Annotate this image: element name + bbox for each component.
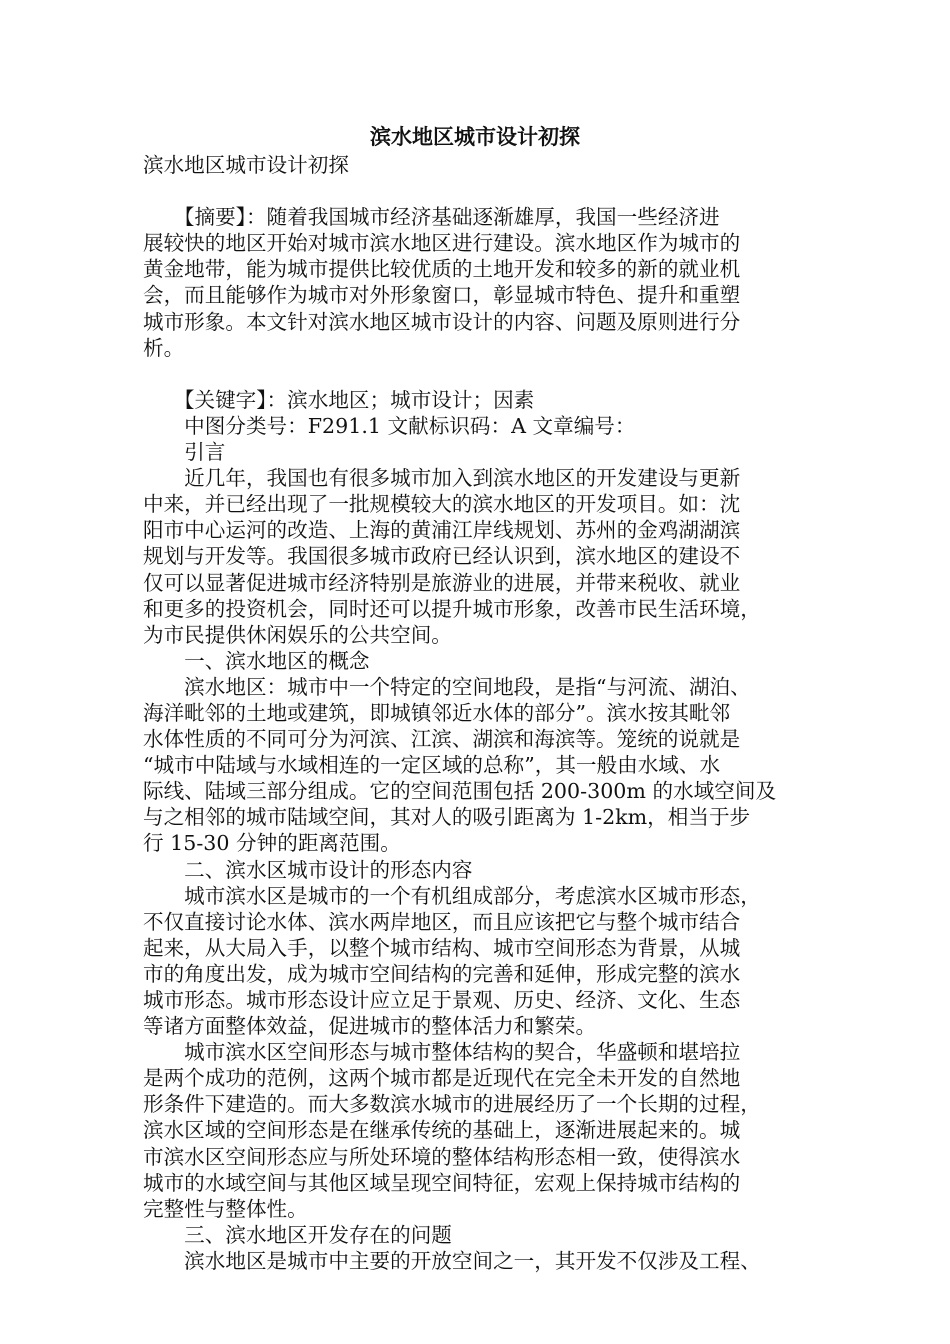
text-line: 城市形态。城市形态设计应立足于景观、历史、经济、文化、生态: [143, 988, 741, 1012]
text-line: 析。: [143, 335, 185, 360]
text-line: 城市滨水区空间形态与城市整体结构的契合，华盛顿和堪培拉: [143, 1040, 741, 1065]
text-line: 城市的水域空间与其他区域呈现空间特征，宏观上保持城市结构的: [143, 1170, 741, 1195]
text-line: 完整性与整体性。: [143, 1196, 308, 1221]
text-line: 会，而且能够作为城市对外形象窗口，彰显城市特色、提升和重塑: [143, 283, 741, 308]
text-line: 黄金地带，能为城市提供比较优质的土地开发和较多的新的就业机: [143, 257, 741, 282]
text-line: 【关键字】：滨水地区；城市设计；因素: [143, 387, 535, 412]
blank-line: [143, 178, 809, 204]
text-line: 【摘要】：随着我国城市经济基础逐渐雄厚，我国一些经济进: [143, 205, 720, 230]
text-line: 滨水地区：城市中一个特定的空间地段，是指“与河流、湖泊、: [143, 674, 751, 699]
text-line: 规划与开发等。我国很多城市政府已经认识到，滨水地区的建设不: [143, 544, 741, 569]
text-line: 际线、陆域三部分组成。它的空间范围包括 200-300m 的水域空间及: [143, 779, 777, 804]
text-line: 二、滨水区城市设计的形态内容: [143, 857, 473, 882]
text-line: 中图分类号：F291.1 文献标识码：A 文章编号：: [143, 413, 636, 438]
text-line: 滨水地区城市设计初探: [143, 153, 349, 177]
blank-line: [143, 361, 809, 387]
text-line: 城市滨水区是城市的一个有机组成部分，考虑滨水区城市形态，: [143, 883, 761, 908]
text-line: 为市民提供休闲娱乐的公共空间。: [143, 622, 452, 647]
text-line: 近几年，我国也有很多城市加入到滨水地区的开发建设与更新: [143, 466, 741, 491]
text-line: 三、滨水地区开发存在的问题: [143, 1222, 452, 1247]
text-line: 中来，并已经出现了一批规模较大的滨水地区的开发项目。如：沈: [143, 492, 741, 517]
text-line: 一、滨水地区的概念: [143, 648, 370, 673]
document-body: [143, 152, 809, 1274]
text-line: 仅可以显著促进城市经济特别是旅游业的进展，并带来税收、就业: [143, 570, 741, 595]
text-line: 市的角度出发，成为城市空间结构的完善和延伸，形成完整的滨水: [143, 961, 741, 986]
document-title: 滨水地区城市设计初探: [370, 124, 580, 149]
text-line: 形条件下建造的。而大多数滨水城市的进展经历了一个长期的过程，: [143, 1092, 761, 1117]
text-line: 起来，从大局入手，以整个城市结构、城市空间形态为背景，从城: [143, 935, 741, 960]
text-line: 行 15-30 分钟的距离范围。: [143, 831, 401, 856]
text-line: 市滨水区空间形态应与所处环境的整体结构形态相一致，使得滨水: [143, 1144, 741, 1169]
text-line: “城市中陆域与水域相连的一定区域的总称”，其一般由水域、水: [143, 753, 721, 778]
text-line: 城市形象。本文针对滨水地区城市设计的内容、问题及原则进行分: [143, 309, 741, 334]
text-line: 引言: [143, 440, 226, 465]
text-line: 是两个成功的范例，这两个城市都是近现代在完全未开发的自然地: [143, 1066, 741, 1091]
text-line: 等诸方面整体效益，促进城市的整体活力和繁荣。: [143, 1014, 597, 1039]
text-line: 不仅直接讨论水体、滨水两岸地区，而且应该把它与整个城市结合: [143, 909, 741, 934]
text-line: 水体性质的不同可分为河滨、江滨、湖滨和海滨等。笼统的说就是: [143, 727, 741, 752]
text-line: 和更多的投资机会，同时还可以提升城市形象，改善市民生活环境，: [143, 596, 761, 621]
text-line: 滨水区域的空间形态是在继承传统的基础上，逐渐进展起来的。城: [143, 1118, 741, 1143]
text-line: 与之相邻的城市陆域空间，其对人的吸引距离为 1-2km，相当于步: [143, 805, 751, 830]
text-line: 滨水地区是城市中主要的开放空间之一，其开发不仅涉及工程、: [143, 1248, 761, 1273]
text-line: 海洋毗邻的土地或建筑，即城镇邻近水体的部分”。滨水按其毗邻: [143, 700, 731, 725]
text-line: 展较快的地区开始对城市滨水地区进行建设。滨水地区作为城市的: [143, 231, 741, 256]
text-line: 阳市中心运河的改造、上海的黄浦江岸线规划、苏州的金鸡湖湖滨: [143, 518, 741, 543]
